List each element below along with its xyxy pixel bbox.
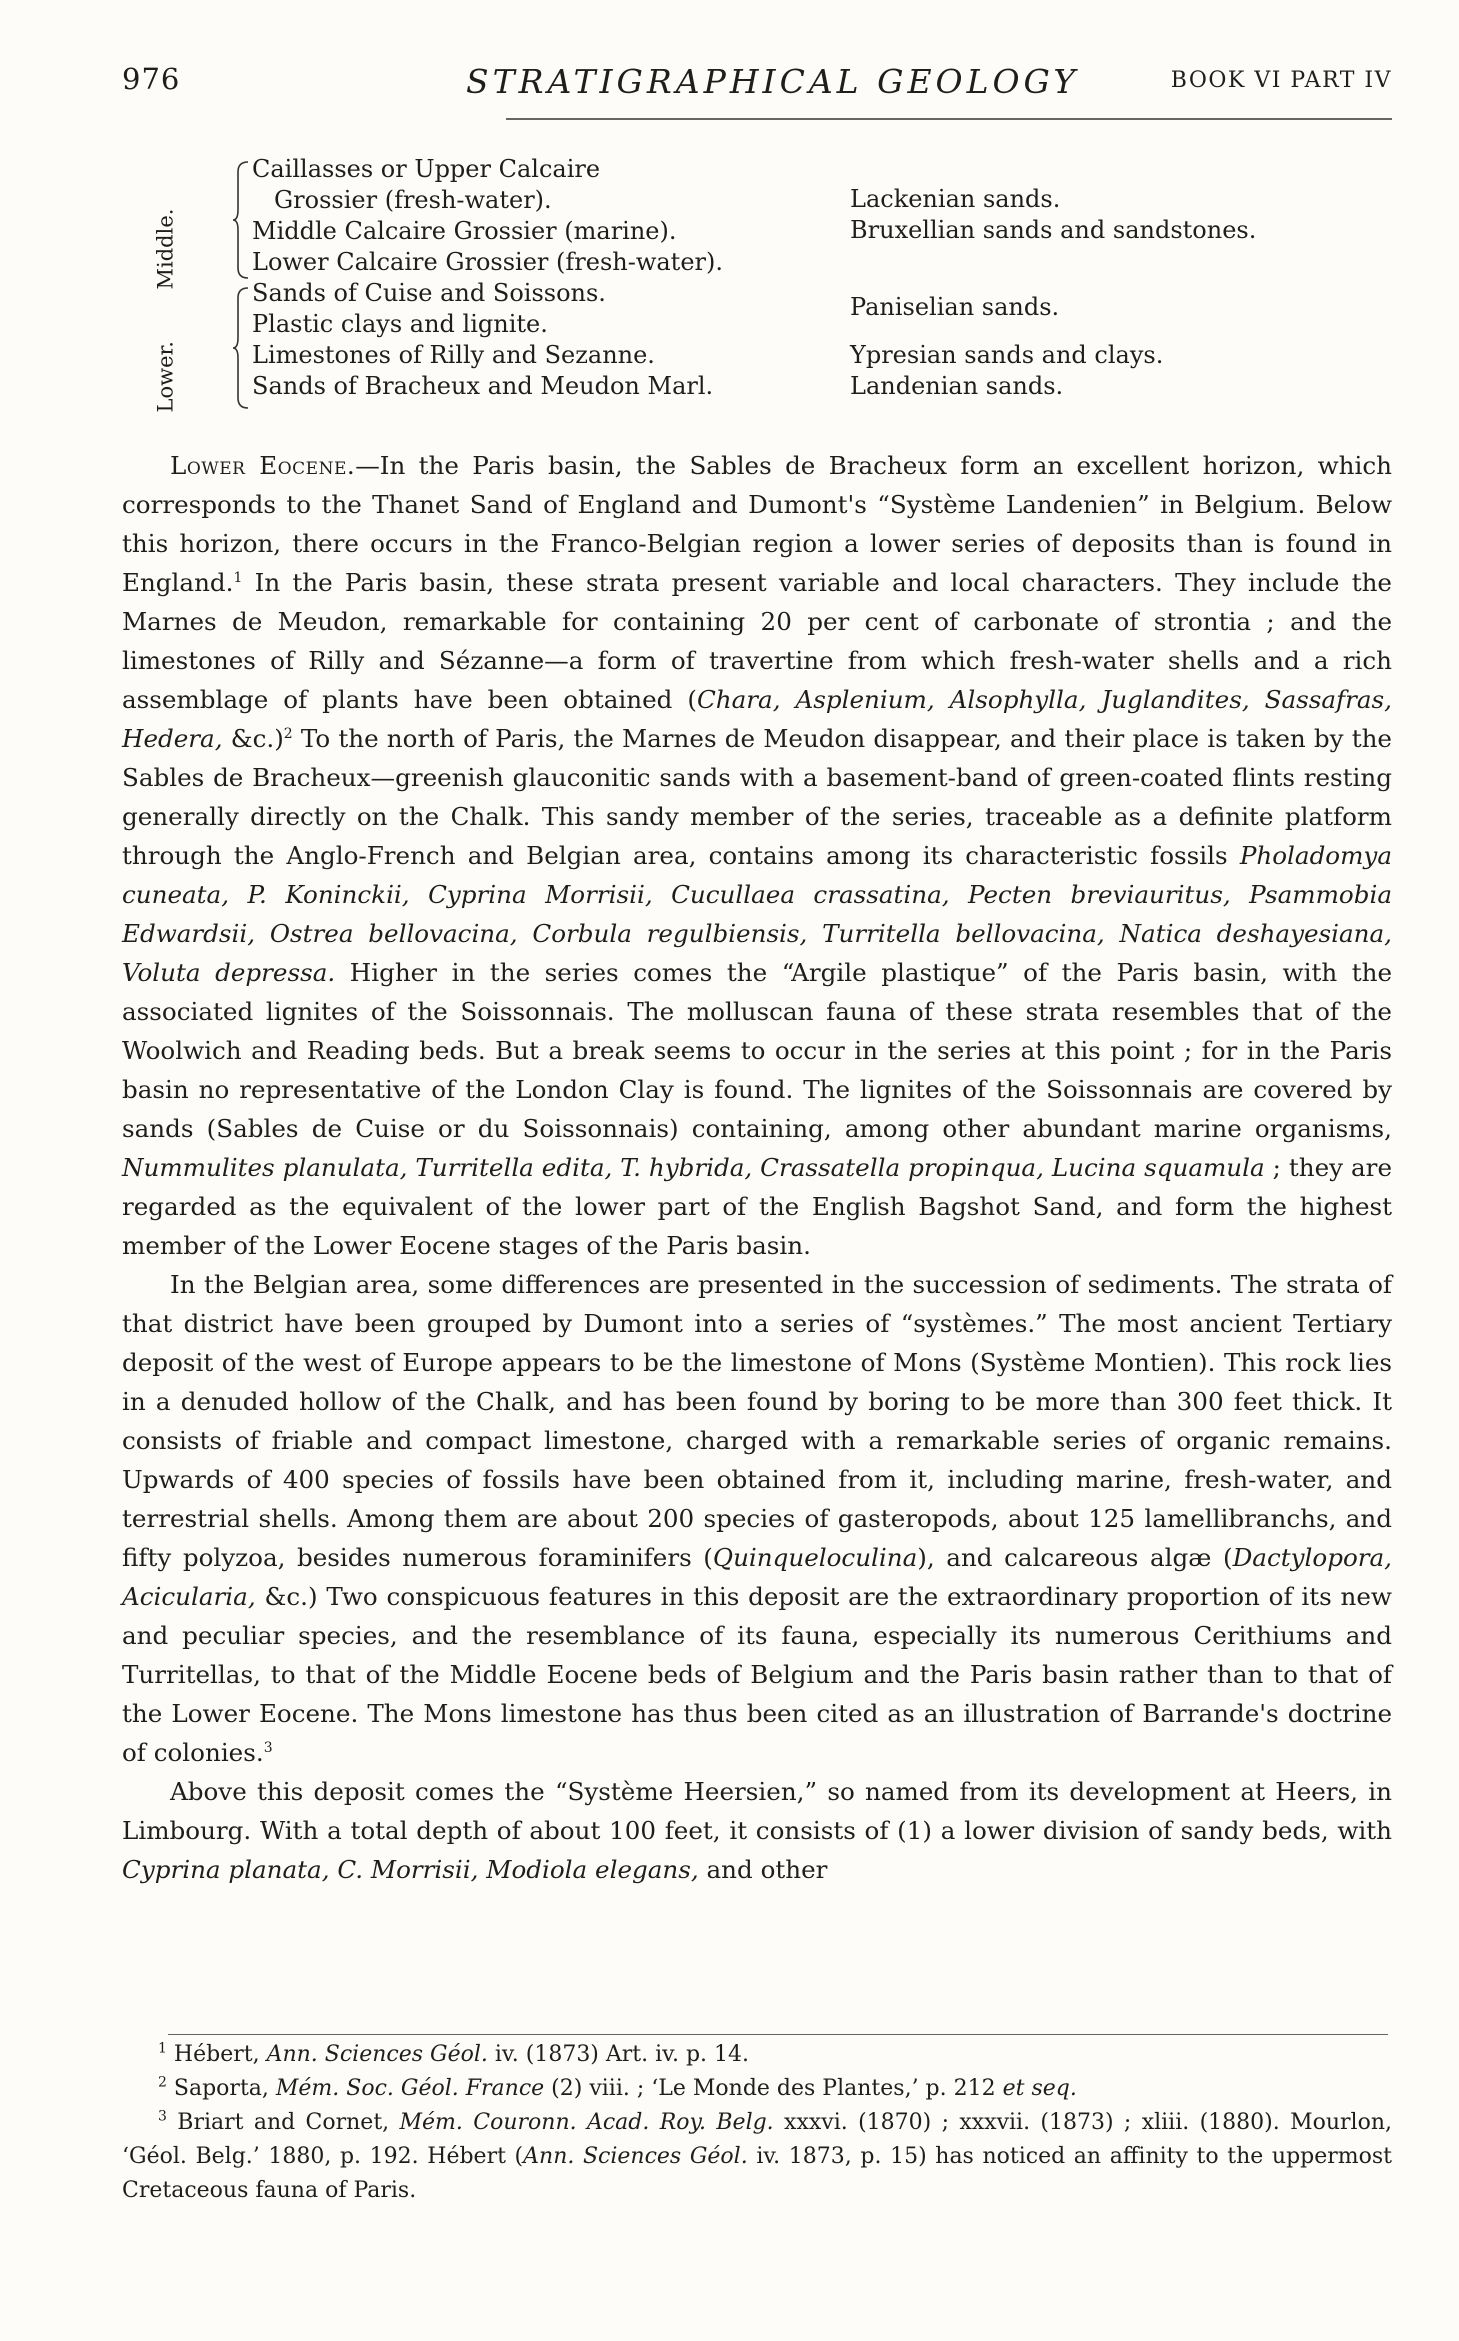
lower-row-3: Limestones of Rilly and Sezanne.: [252, 341, 655, 369]
running-header: [122, 62, 1392, 106]
footnote-number: 1: [158, 2040, 167, 2057]
stratigraphy-table: [153, 154, 1368, 434]
text-run: (2) viii. ; ‘Le Monde des Plantes,’ p. 212: [544, 2076, 1003, 2101]
text-run: Above this deposit comes the “Système Heersien,” so named from its development at Heers, in Limbourg. With a total depth of about 100 feet, it consists of (1) a lower division of sandy beds, with: [122, 1777, 1392, 1845]
footnotes: [122, 2038, 1392, 2208]
italic-run: Ann. Sciences Géol.: [523, 2144, 748, 2169]
right-row-3: Paniselian sands.: [850, 293, 1060, 321]
paragraph-belgian: [122, 1265, 1392, 1772]
paragraph-heersien: [122, 1772, 1392, 1889]
text-run: ), and calcareous algæ (: [917, 1543, 1233, 1572]
text-run: iv. (1873) Art. iv. p. 14.: [487, 2042, 750, 2067]
footnote-ref: 2: [283, 725, 293, 742]
lower-label: Lower.: [153, 341, 178, 413]
lower-row-4: Sands of Bracheux and Meudon Marl.: [252, 372, 714, 400]
text-run: Saporta,: [166, 2076, 276, 2101]
text-run: To the north of Paris, the Marnes de Meudon disappear, and their place is taken by the Sables de Bracheux—greenish glauconitic sands with a basement-band of green-coated flints resting generally directly on the Chalk. This sandy member of the series, traceable as a definite platform through the Anglo-French and Belgian area, contains among its characteristic fossils: [122, 724, 1392, 870]
italic-run: Ann. Sciences Géol.: [266, 2042, 488, 2067]
lower-brace: [232, 286, 252, 410]
italic-run: Pholadomya cuneata, P. Koninckii, Cyprina Morrisii, Cucullaea crassatina, Pecten breviauritus, Psammobia Edwardsii, Ostrea bellovacina, Corbula regulbiensis, Turritella bellovacina, Natica deshayesiana, Voluta depressa.: [122, 841, 1392, 987]
italic-run: Cyprina planata, C. Morrisii, Modiola elegans,: [122, 1855, 699, 1884]
text-run: Briart and Cornet,: [166, 2110, 400, 2135]
italic-run: Chara, Asplenium, Alsophylla, Juglandites, Sassafras, Hedera,: [122, 685, 1392, 753]
italic-run: Nummulites planulata, Turritella edita, T. hybrida, Crassatella propinqua, Lucina squamula: [122, 1153, 1265, 1182]
footnote-number: 3: [158, 2108, 167, 2125]
middle-row-4: Lower Calcaire Grossier (fresh-water).: [252, 248, 723, 276]
middle-brace: [232, 160, 252, 280]
text-run: In the Belgian area, some differences are presented in the succession of sediments. The strata of that district have been grouped by Dumont into a series of “systèmes.” The most ancient Tertiary deposit of the west of Europe appears to be the limestone of Mons (Système Montien). This rock lies in a denuded hollow of the Chalk, and has been found by boring to be more than 300 feet thick. It consists of friable and compact limestone, charged with a remarkable series of organic remains. Upwards of 400 species of fossils have been obtained from it, including marine, fresh-water, and terrestrial shells. Among them are about 200 species of gasteropods, about 125 lamellibranchs, and fifty polyzoa, besides numerous foraminifers (: [122, 1270, 1392, 1572]
italic-run: Quinqueloculina: [712, 1543, 918, 1572]
right-row-5: Landenian sands.: [850, 372, 1064, 400]
text-run: Higher in the series comes the “Argile plastique” of the Paris basin, with the associated lignites of the Soissonnais. The molluscan fauna of these strata resembles that of the Woolwich and Reading beds. But a break seems to occur in the series at this point ; for in the Paris basin no representative of the London Clay is found. The lignites of the Soissonnais are covered by sands (Sables de Cuise or du Soissonnais) containing, among other abundant marine organisms,: [122, 958, 1393, 1143]
footnote-rule: [168, 2034, 1388, 2035]
text-run: In the Paris basin, these strata present variable and local characters. They include the Marnes de Meudon, remarkable for containing 20 per cent of carbonate of strontia ; and the limestones of Rilly and Sézanne—a form of travertine from which fresh-water shells and a rich assemblage of plants have been obtained (: [122, 568, 1392, 714]
right-row-4: Ypresian sands and clays.: [850, 341, 1164, 369]
right-row-2: Bruxellian sands and sandstones.: [850, 216, 1257, 244]
middle-label: Middle.: [153, 208, 178, 290]
italic-run: Mém. Soc. Géol. France: [275, 2076, 545, 2101]
running-title: STRATIGRAPHICAL GEOLOGY: [466, 62, 1080, 101]
footnote-ref: 1: [233, 569, 243, 586]
lower-row-2: Plastic clays and lignite.: [252, 310, 548, 338]
middle-row-3: Middle Calcaire Grossier (marine).: [252, 217, 677, 245]
italic-run: Mém. Couronn. Acad. Roy. Belg.: [399, 2110, 774, 2135]
text-run: —In the Paris basin, the Sables de Bracheux form an excellent horizon, which corresponds to the Thanet Sand of England and Dumont's “Système Landenien” in Belgium. Below this horizon, there occurs in the Franco-Belgian region a lower series of deposits than is found in England.: [122, 451, 1393, 597]
book-part: BOOK VI PART IV: [1170, 68, 1392, 93]
footnote-1: [122, 2038, 1392, 2072]
text-run: xxxvi. (1870) ; xxxvii. (1873) ; xliii. (1880). Mourlon, ‘Géol. Belg.’ 1880, p. 192. Hébert (: [122, 2110, 1392, 2169]
middle-row-2: Grossier (fresh-water).: [274, 186, 552, 214]
footnote-2: [122, 2072, 1392, 2106]
text-run: &c.): [222, 724, 284, 753]
text-run: Hébert,: [166, 2042, 267, 2067]
text-run: &c.) Two conspicuous features in this deposit are the extraordinary proportion of its new and peculiar species, and the resemblance of its fauna, especially its numerous Cerithiums and Turritellas, to that of the Middle Eocene beds of Belgium and the Paris basin rather than to that of the Lower Eocene. The Mons limestone has thus been cited as an illustration of Barrande's doctrine of colonies.: [122, 1582, 1392, 1767]
footnote-number: 2: [158, 2074, 167, 2091]
page-number: 976: [122, 62, 181, 96]
lower-row-1: Sands of Cuise and Soissons.: [252, 279, 606, 307]
right-row-1: Lackenian sands.: [850, 185, 1061, 213]
footnote-ref: 3: [263, 1739, 273, 1756]
text-run: and other: [698, 1855, 828, 1884]
italic-run: et seq.: [1002, 2076, 1077, 2101]
header-rule: [506, 118, 1392, 120]
body-text: [122, 446, 1392, 1889]
text-run: iv. 1873, p. 15) has noticed an affinity to the uppermost Cretaceous fauna of Paris.: [122, 2144, 1393, 2203]
text-run: ; they are regarded as the equivalent of the lower part of the English Bagshot Sand, and form the highest member of the Lower Eocene stages of the Paris basin.: [122, 1153, 1392, 1260]
section-lead: Lower Eocene.: [170, 451, 356, 480]
paragraph-lower-eocene: [122, 446, 1392, 1265]
footnote-3: [122, 2106, 1392, 2208]
italic-run: Dactylopora, Acicularia,: [122, 1543, 1392, 1611]
left-column: [252, 154, 872, 402]
middle-row-1: Caillasses or Upper Calcaire: [252, 155, 601, 183]
